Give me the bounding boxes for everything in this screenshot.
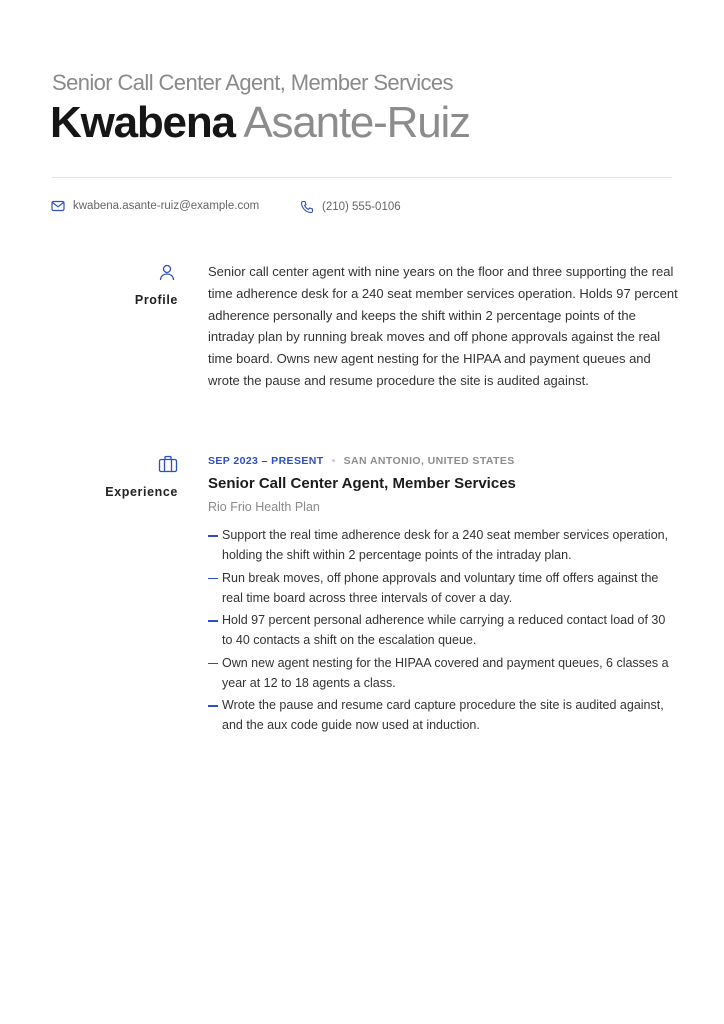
job-title: Senior Call Center Agent, Member Services <box>208 475 516 492</box>
job-bullet: Own new agent nesting for the HIPAA covered and payment queues, 6 classes a year at 12 to 18 agents a class. <box>208 653 678 693</box>
job-company: Rio Frio Health Plan <box>208 500 320 514</box>
job-meta <box>208 455 515 467</box>
job-bullet: Support the real time adherence desk for a 240 seat member services operation, holding the shift within 2 percentage points of the intraday plan. <box>208 525 678 565</box>
phone-text: (210) 555-0106 <box>322 201 401 213</box>
job-dates: SEP 2023 – PRESENT <box>208 455 324 467</box>
meta-separator: • <box>331 455 336 467</box>
experience-heading <box>60 455 178 499</box>
header-divider <box>52 177 672 178</box>
job-location: SAN ANTONIO, UNITED STATES <box>343 455 515 467</box>
full-name <box>50 96 470 150</box>
first-name: Kwabena <box>50 98 235 147</box>
last-name: Asante-Ruiz <box>243 98 470 147</box>
contact-email[interactable] <box>51 200 259 212</box>
role-title: Senior Call Center Agent, Member Services <box>52 70 453 95</box>
email-text: kwabena.asante-ruiz@example.com <box>73 200 260 212</box>
profile-label: Profile <box>134 293 178 307</box>
briefcase-icon <box>158 455 178 473</box>
job-bullet: Run break moves, off phone approvals and voluntary time off offers against the real time board across three intervals of cover a day. <box>208 568 678 608</box>
mail-icon <box>51 200 65 212</box>
phone-icon <box>300 200 314 214</box>
experience-label: Experience <box>105 485 178 499</box>
user-icon <box>158 263 176 281</box>
job-bullets <box>208 525 678 738</box>
profile-heading <box>60 263 178 307</box>
job-bullet: Wrote the pause and resume card capture procedure the site is audited against, and the aux code guide now used at induction. <box>208 695 678 735</box>
profile-summary: Senior call center agent with nine years on the floor and three supporting the real time adherence desk for a 240 seat member services operation. Holds 97 percent adherence personally and keeps the shift within 2 percentage points of the intraday plan by running break moves and off phone approvals against the real time board. Owns new agent nesting for the HIPAA and payment queues and wrote the pause and resume procedure the site is audited against. <box>208 264 678 388</box>
job-bullet: Hold 97 percent personal adherence while carrying a reduced contact load of 30 to 40 contacts a shift on the escalation queue. <box>208 610 678 650</box>
contact-phone[interactable] <box>300 200 401 214</box>
